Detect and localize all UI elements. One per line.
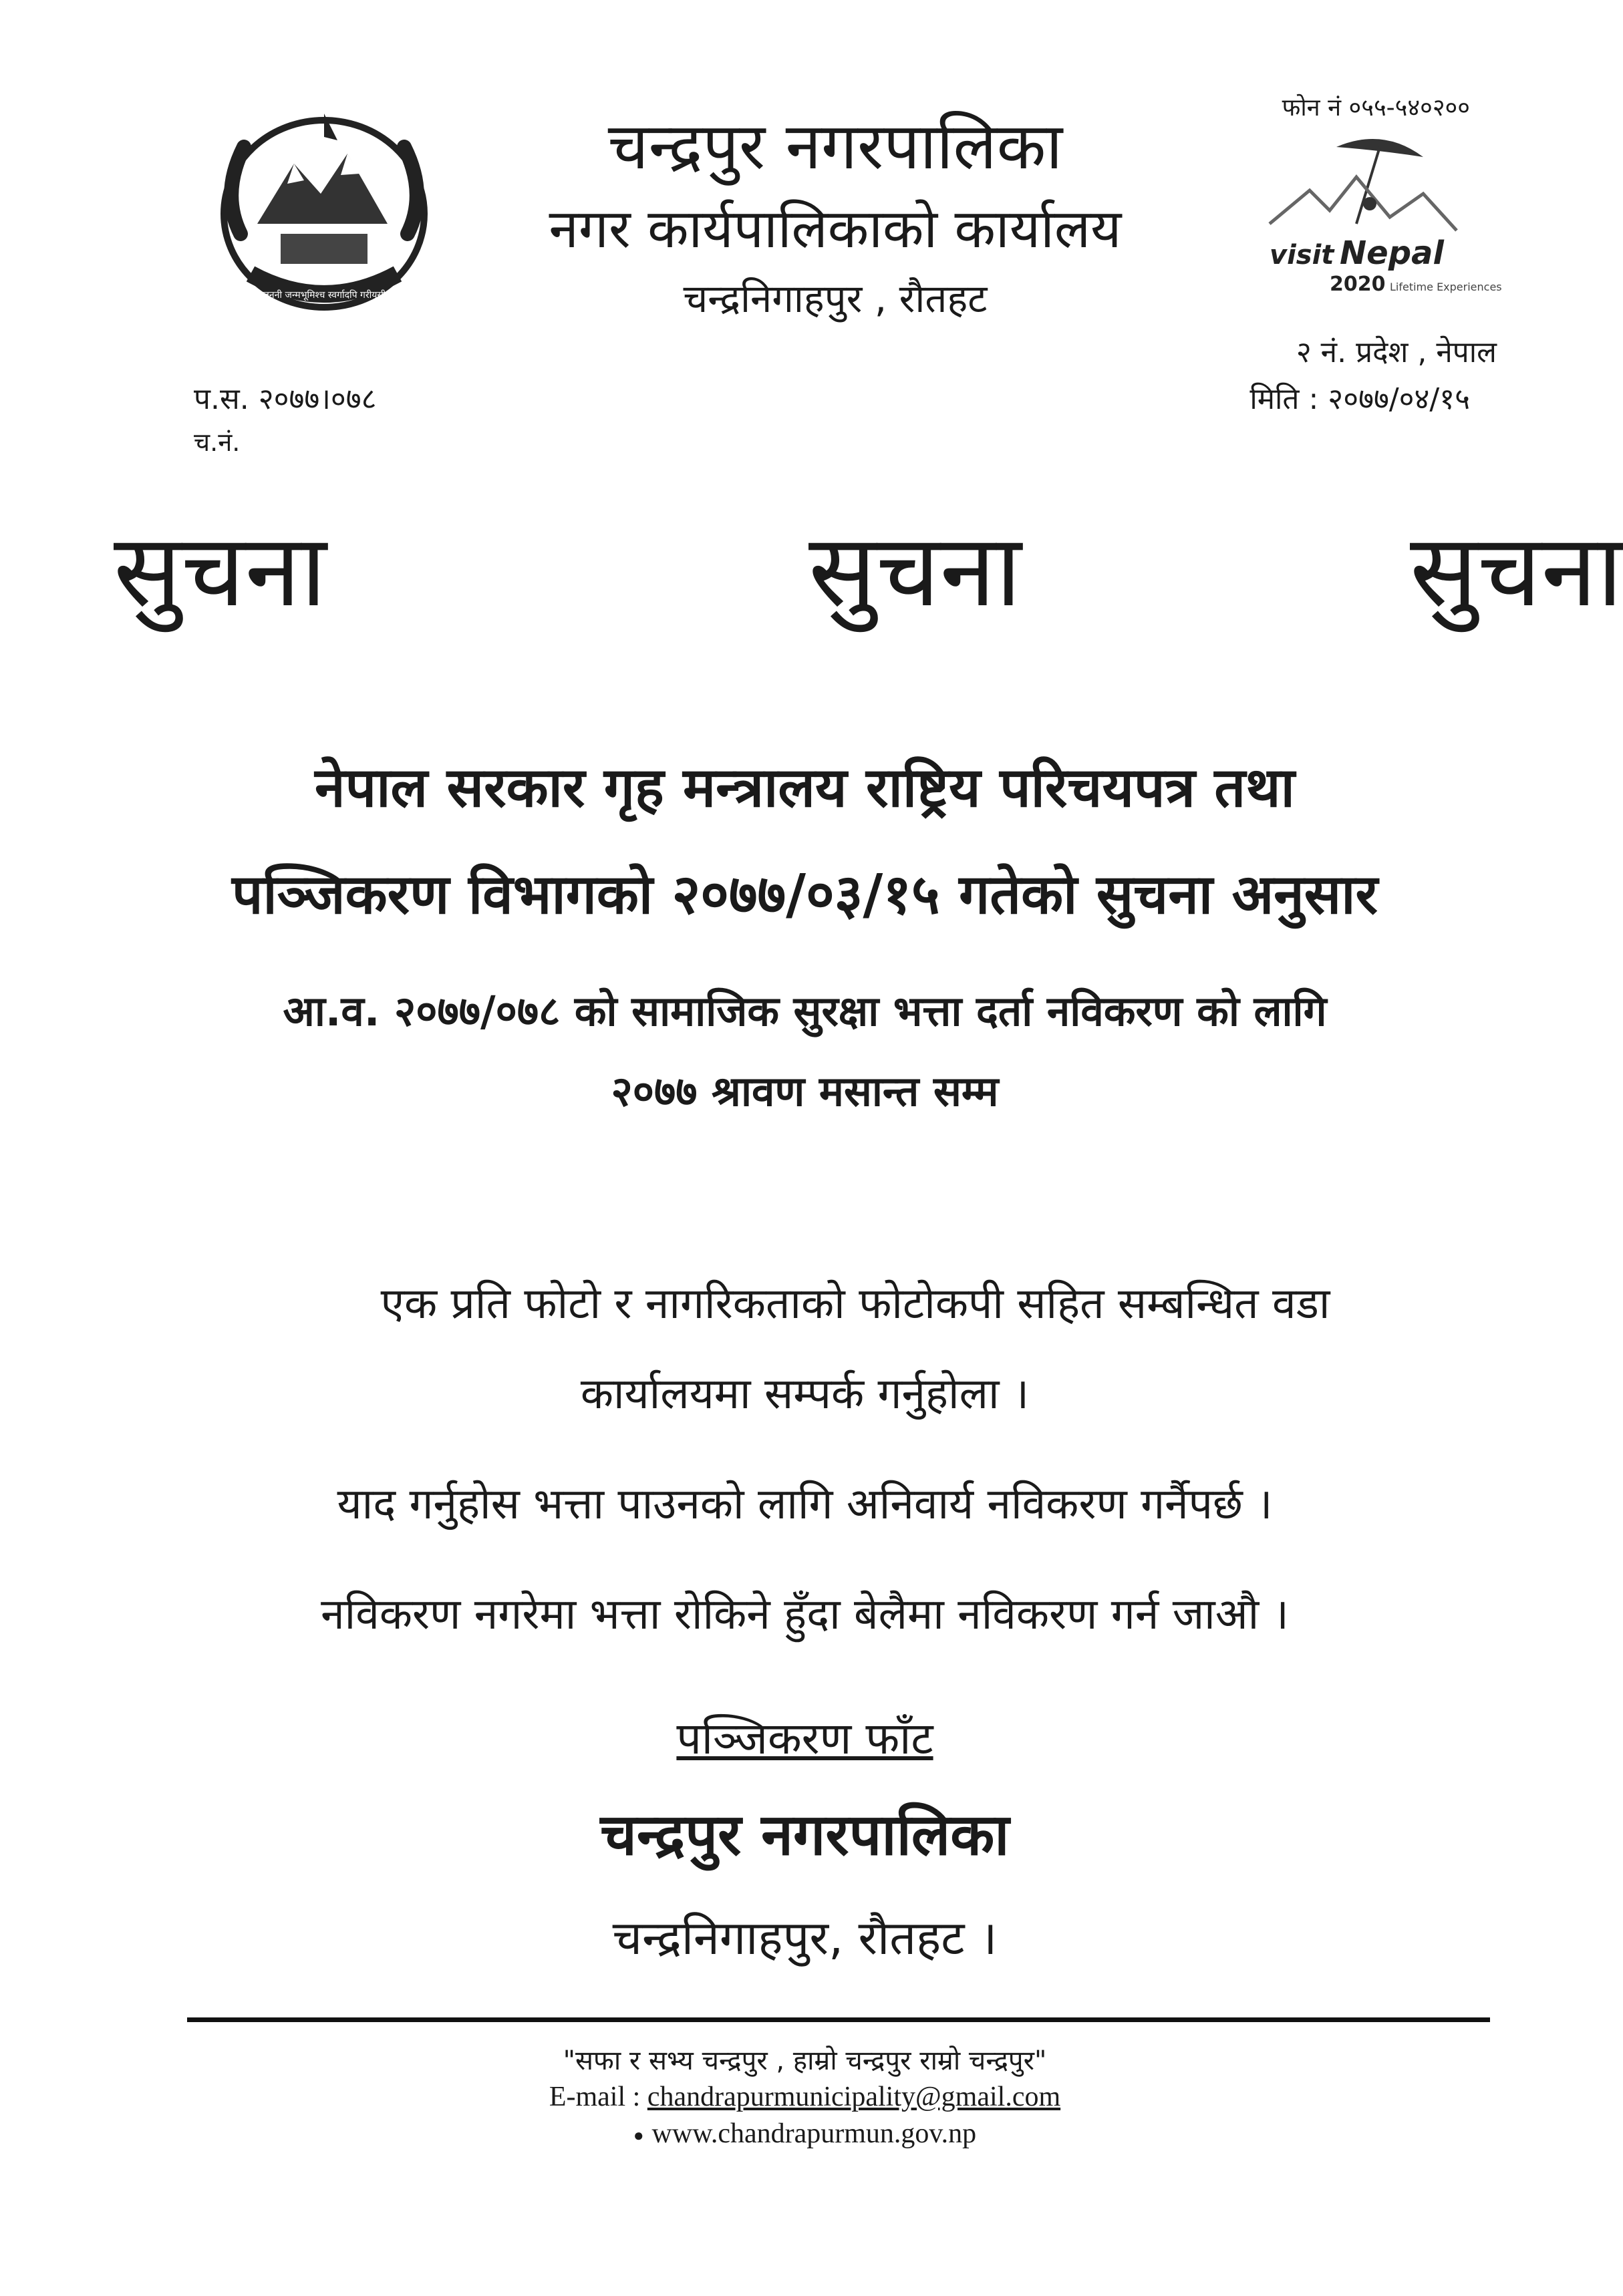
office-name: नगर कार्यपालिकाको कार्यालय [549, 198, 1122, 260]
body-line-4: नविकरण नगरेमा भत्ता रोकिने हुँदा बेलैमा नविकरण गर्न जाऔ । [321, 1590, 1289, 1639]
heading-line-1: नेपाल सरकार गृह मन्त्रालय राष्ट्रिय परिचयपत्र तथा [315, 756, 1295, 820]
footer-divider [187, 2017, 1490, 2022]
tagline-text: Lifetime Experiences [1390, 281, 1502, 293]
website-link[interactable]: www.chandrapurmun.gov.np [651, 2118, 977, 2149]
notice-title-left: सुचना [114, 513, 327, 629]
email-label: E-mail : [549, 2082, 647, 2112]
footer-email-line [0, 2081, 1610, 2113]
body-line-1: एक प्रति फोटो र नागरिकताको फोटोकपी सहित सम्बन्धित वडा [380, 1279, 1330, 1329]
visit-nepal-2020-logo [1256, 130, 1502, 311]
notice-title-center: सुचना [808, 513, 1022, 629]
notice-title-right: सुचना [1410, 513, 1623, 629]
footer-slogan: "सफा र सभ्य चन्द्रपुर , हाम्रो चन्द्रपुर राम्रो चन्द्रपुर" [563, 2045, 1047, 2076]
phone-number: फोन नं ०५५-५४०२०० [1282, 94, 1470, 122]
bullet-icon: ● [633, 2126, 644, 2146]
heading-line-2: पञ्जिकरण विभागको २०७७/०३/१५ गतेको सुचना अनुसार [231, 863, 1378, 927]
signature-section: पञ्जिकरण फाँट [676, 1713, 933, 1764]
nepal-word: Nepal [1340, 234, 1444, 272]
subheading-line-1: आ.व. २०७७/०७८ को सामाजिक सुरक्षा भत्ता दर्ता नविकरण को लागि [283, 987, 1327, 1035]
province-label: २ नं. प्रदेश , नेपाल [1296, 335, 1497, 369]
office-address: चन्द्रनिगाहपुर , रौतहट [683, 276, 988, 321]
dispatch-number: च.नं. [194, 428, 241, 457]
email-link[interactable]: chandrapurmunicipality@gmail.com [647, 2082, 1061, 2112]
body-line-3: याद गर्नुहोस भत्ता पाउनको लागि अनिवार्य नविकरण गर्नैपर्छ । [337, 1480, 1273, 1529]
municipality-name: चन्द्रपुर नगरपालिका [607, 109, 1063, 184]
footer-website-line [0, 2118, 1610, 2150]
nepal-emblem-logo [194, 100, 454, 321]
date-label: मिति : २०७७/०४/१५ [1249, 382, 1470, 416]
visit-word: visit [1270, 240, 1334, 271]
year-text: 2020 [1330, 273, 1386, 296]
body-line-2: कार्यालयमा सम्पर्क गर्नुहोला । [580, 1369, 1030, 1419]
emblem-motto: जननी जन्मभूमिश्च स्वर्गादपि गरीयसी [262, 290, 386, 301]
reference-number: प.स. २०७७।०७८ [194, 382, 377, 416]
signature-address: चन्द्रनिगाहपुर, रौतहट । [612, 1911, 998, 1965]
subheading-line-2: २०७७ श्रावण मसान्त सम्म [611, 1067, 999, 1116]
signature-org: चन्द्रपुर नगरपालिका [600, 1802, 1010, 1868]
